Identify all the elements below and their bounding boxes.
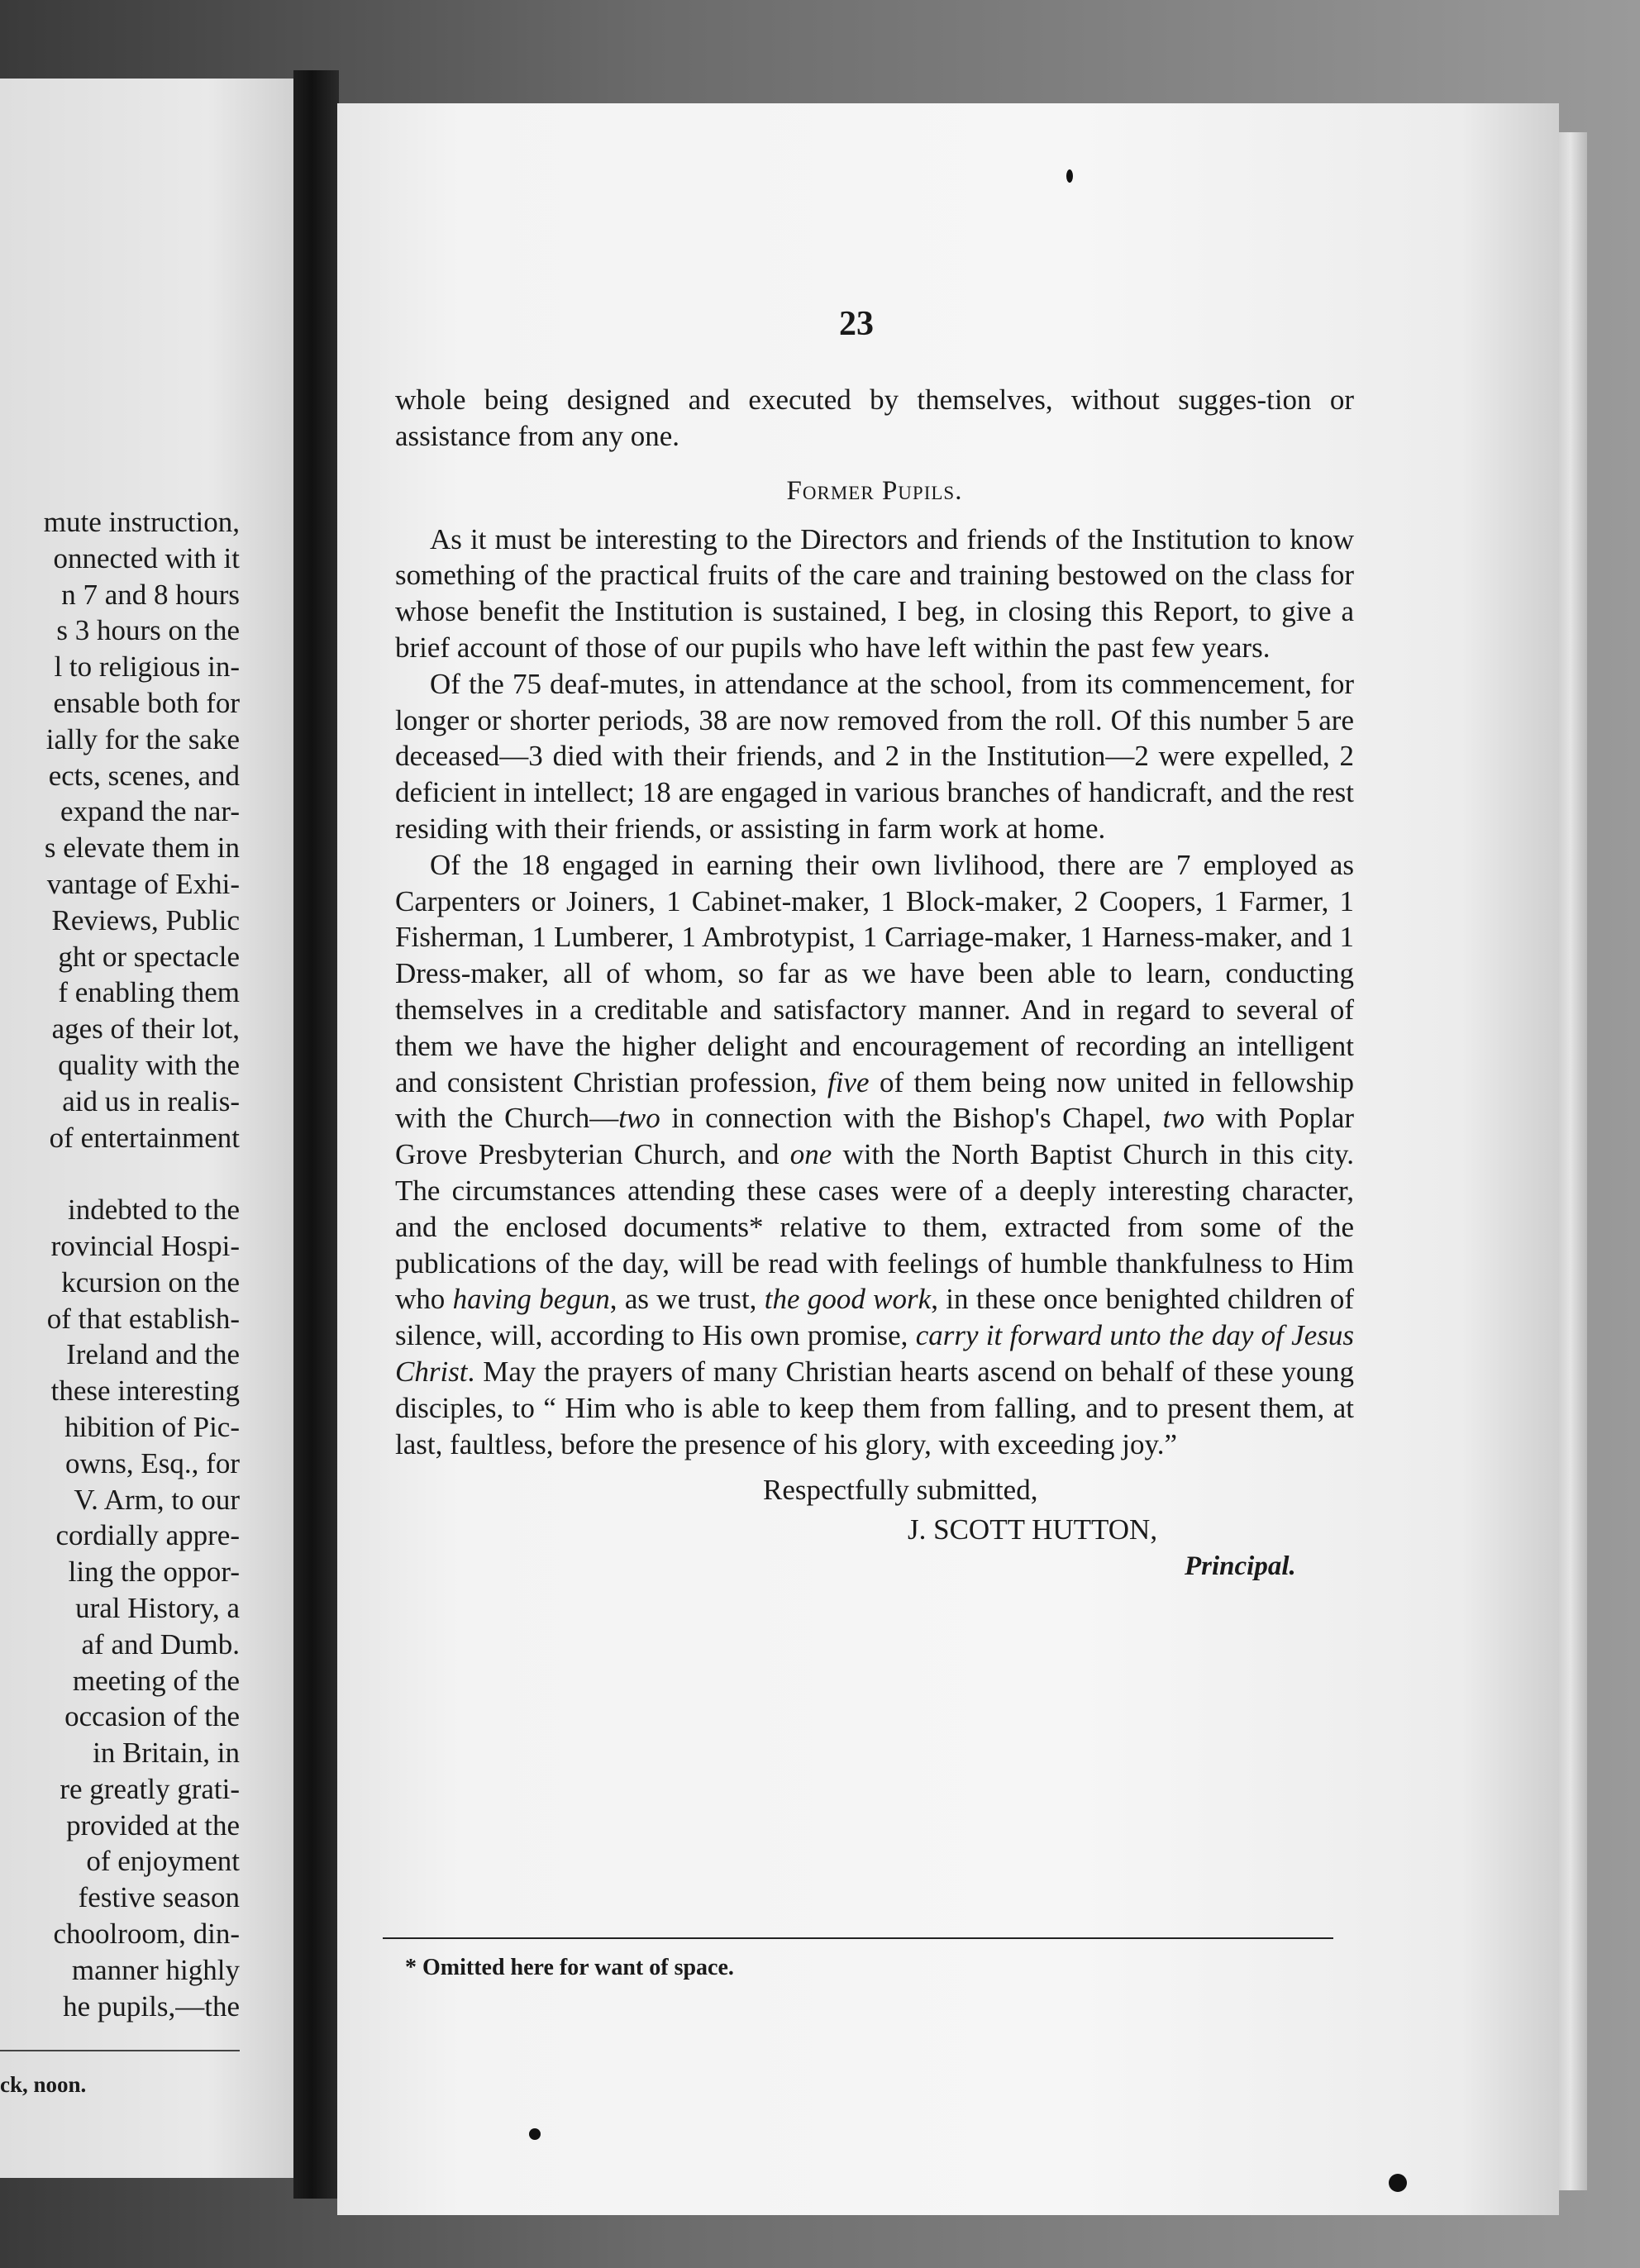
italic-one: one	[789, 1138, 832, 1171]
ink-speck	[1389, 2174, 1407, 2192]
left-page-line: n 7 and 8 hours	[61, 578, 240, 611]
left-page-line: manner highly	[71, 1953, 240, 1986]
paragraph-3-part-c: in connection with the Bishop's Chapel,	[660, 1102, 1163, 1135]
left-page-line: indebted to the	[67, 1194, 240, 1227]
left-page-line: ects, scenes, and	[48, 759, 240, 792]
footnote-rule	[383, 1937, 1333, 1939]
left-page-text	[0, 504, 240, 2024]
left-page-line: provided at the	[66, 1808, 240, 1842]
italic-carry-forward: carry it forward unto the day of Jesus Christ	[395, 1319, 1354, 1388]
left-page-line: ling the oppor-	[68, 1556, 240, 1589]
left-page-line: af and Dumb.	[81, 1627, 240, 1660]
left-page-line: ially for the sake	[45, 722, 240, 755]
left-page-line	[0, 1155, 240, 1192]
left-page-line: s 3 hours on the	[56, 614, 240, 647]
paragraph-3-part-b: of them being now united in fellowship with the Church—	[395, 1065, 1354, 1135]
signature: J. SCOTT HUTTON,	[908, 1513, 1158, 1546]
section-heading: Former Pupils.	[786, 475, 963, 506]
left-page-line: expand the nar-	[60, 795, 240, 828]
left-page-line: ural History, a	[75, 1591, 240, 1624]
left-page-line: onnected with it	[53, 541, 240, 574]
italic-good-work: the good work	[764, 1283, 932, 1316]
left-page-line: ensable both for	[53, 686, 240, 719]
left-page-footer: ck, noon.	[0, 2072, 87, 2097]
left-page-line: occasion of the	[64, 1700, 240, 1733]
left-page-line: V. Arm, to our	[74, 1483, 240, 1516]
paragraph-3	[395, 847, 1354, 1463]
paragraph-3-part-f: , as we trust,	[609, 1283, 765, 1316]
left-page-line: Ireland and the	[66, 1338, 240, 1371]
left-page-line: rovincial Hospi-	[50, 1229, 240, 1262]
paragraph-1: As it must be interesting to the Directors and friends of the Institution to know something of the practical fruits of the care and training bestowed on the class for whose benefit the Institution is sustained, I beg, in closing this Report, to give a brief account of those of our pupils who have left within the past few years.	[395, 522, 1354, 664]
book-gutter	[293, 70, 339, 2199]
left-page-line: quality with the	[58, 1048, 240, 1081]
ink-speck	[1066, 169, 1073, 183]
left-page-line: meeting of the	[72, 1664, 240, 1697]
left-page-line: re greatly grati-	[60, 1772, 240, 1805]
page-number: 23	[839, 305, 874, 343]
paragraph-3-part-a: Of the 18 engaged in earning their own livlihood, there are 7 employed as Carpenters or Joiners, 1 Cabinet-maker, 1 Block-maker, 2 Coopers, 1 Farmer, 1 Fisherman, 1 Lumberer, 1 Ambrotypist, 1 Carriage-maker, 1 Harness-maker, and 1 Dress-maker, all of whom, so far as we have been able to learn, conducting themselves in a creditable and satisfactory manner. And in regard to several of them we have the higher delight and encouragement of recording an intelligent and consistent Christian profession,	[395, 848, 1354, 1098]
paragraph-3-part-h: . May the prayers of many Christian hearts ascend on behalf of these young disciples, to “ Him who is able to keep them from falling, and to present them, at last, faultless, before the presence of his glory, with exceeding joy.”	[395, 1355, 1354, 1460]
left-page-line: he pupils,—the	[63, 1989, 240, 2023]
left-page-rule	[0, 2050, 240, 2051]
left-page-line: cordially appre-	[55, 1519, 240, 1552]
ink-speck	[529, 2128, 541, 2140]
left-page-line: aid us in realis-	[62, 1084, 240, 1117]
left-facing-page	[0, 79, 298, 2178]
paragraph-2: Of the 75 deaf-mutes, in attendance at the school, from its commencement, for longer or shorter periods, 38 are now removed from the roll. Of this number 5 are deceased—3 died with their friends, and 2 in the Institution—2 were expelled, 2 deficient in intellect; 18 are engaged in various branches of handicraft, and the rest residing with their friends, or assisting in farm work at home.	[395, 667, 1354, 845]
left-page-line: in Britain, in	[93, 1737, 240, 1770]
paragraph-3-part-g: , in these once benighted children of silence, will, according to His own promise,	[395, 1283, 1354, 1352]
left-page-line: of enjoyment	[86, 1845, 240, 1878]
paragraph-3-part-e: with the North Baptist Church in this city. The circumstances attending these cases were of a deeply interesting character, and the enclosed documents* relative to them, extracted from some of the publications of the day, will be read with feelings of humble thankfulness to Him who	[395, 1138, 1354, 1316]
left-page-line: of that establish-	[46, 1302, 240, 1335]
left-page-line: s elevate them in	[44, 831, 240, 865]
left-page-line: kcursion on the	[61, 1265, 240, 1298]
page-edge	[1554, 132, 1587, 2190]
paragraph-3-part-d: with Poplar Grove Presbyterian Church, and	[395, 1102, 1355, 1171]
italic-two-2: two	[1162, 1102, 1205, 1135]
left-page-line: these interesting	[50, 1375, 240, 1408]
italic-two-1: two	[618, 1102, 660, 1135]
closing-line: Respectfully submitted,	[763, 1474, 1038, 1507]
left-page-line: l to religious in-	[54, 650, 240, 684]
left-page-line: mute instruction,	[43, 506, 240, 538]
signature-role: Principal.	[1185, 1551, 1296, 1582]
left-page-line: vantage of Exhi-	[46, 867, 240, 900]
opening-paragraph: whole being designed and executed by themselves, without sugges-tion or assistance from any one.	[395, 384, 1354, 452]
left-page-line: ages of their lot,	[51, 1012, 240, 1046]
left-page-line: festive season	[78, 1881, 240, 1914]
footnote: * Omitted here for want of space.	[405, 1955, 734, 1980]
italic-five: five	[827, 1065, 870, 1098]
page-body	[395, 382, 1354, 1583]
left-page-line: hibition of Pic-	[64, 1410, 240, 1443]
left-page-line: of entertainment	[49, 1121, 240, 1154]
left-page-line: owns, Esq., for	[65, 1446, 240, 1479]
left-page-line: choolroom, din-	[53, 1918, 240, 1951]
left-page-line: Reviews, Public	[51, 903, 240, 936]
left-page-line: f enabling them	[58, 976, 240, 1009]
italic-having-begun: having begun	[452, 1283, 610, 1316]
left-page-line: ght or spectacle	[58, 940, 240, 973]
